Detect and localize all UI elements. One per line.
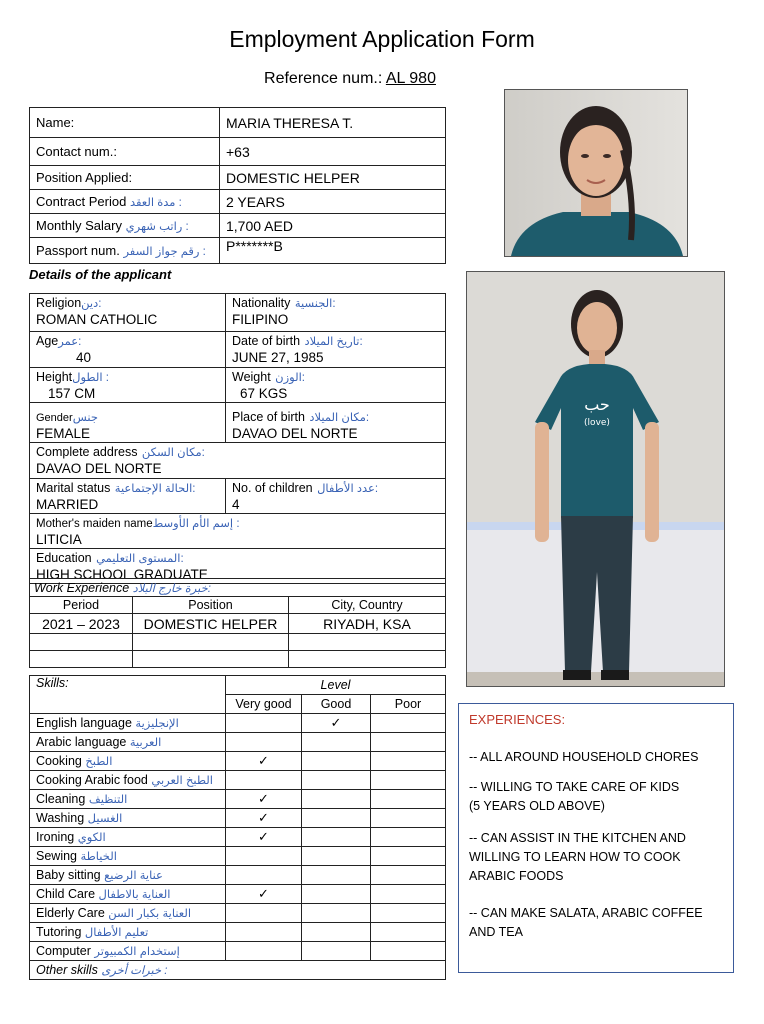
skill-level-cell [302, 733, 371, 752]
skill-name: Arabic language [36, 735, 127, 749]
skill-level-cell [302, 866, 371, 885]
address-cell [30, 443, 446, 479]
skill-name: Cleaning [36, 792, 86, 806]
contract-label: Contract Period [36, 194, 127, 209]
position-label: Position Applied: [30, 166, 220, 190]
name-label: Name: [30, 108, 220, 138]
row-religion-nationality [30, 294, 446, 332]
skill-level-cell [371, 904, 446, 923]
skill-name-cell [30, 714, 226, 733]
check-icon: ✓ [258, 886, 269, 901]
skill-level-cell [226, 714, 302, 733]
skill-row [30, 790, 446, 809]
skill-name-cell [30, 809, 226, 828]
skill-name-cell [30, 885, 226, 904]
skill-level-cell [302, 923, 371, 942]
row-name [30, 108, 446, 138]
height-value: 157 CM [48, 386, 96, 401]
skill-level-cell [371, 828, 446, 847]
skill-name-ar: العربية [129, 737, 162, 749]
skill-row [30, 923, 446, 942]
contact-label: Contact num.: [30, 138, 220, 166]
height-label: Height [36, 370, 73, 384]
skill-level-cell [226, 771, 302, 790]
skill-level-cell [302, 752, 371, 771]
salary-label-ar: راتب شهري : [125, 221, 189, 233]
work-row-0-period: 2021 – 2023 [30, 614, 133, 634]
skill-name-cell [30, 771, 226, 790]
children-cell [226, 479, 446, 514]
page-title: Employment Application Form [229, 26, 535, 52]
skill-level-cell [302, 942, 371, 961]
skill-name-cell [30, 942, 226, 961]
skill-name: Computer [36, 944, 91, 958]
nationality-label-ar: الجنسية: [294, 298, 336, 310]
pob-cell [226, 403, 446, 443]
children-label-ar: عدد الأطفال: [317, 483, 379, 495]
weight-value: 67 KGS [240, 386, 288, 401]
skill-level-cell [371, 752, 446, 771]
skill-row [30, 809, 446, 828]
skill-level-cell [226, 809, 302, 828]
skills-label: Skills: [30, 676, 226, 714]
experience-item-3: -- CAN MAKE SALATA, ARABIC COFFEE AND TEA [469, 906, 703, 939]
pob-label-ar: مكان الميلاد: [309, 412, 370, 424]
religion-cell [30, 294, 226, 332]
skill-level-cell [302, 714, 371, 733]
skill-name: Sewing [36, 849, 77, 863]
skill-row [30, 733, 446, 752]
religion-label: Religion [36, 296, 82, 310]
other-skills-row [30, 961, 446, 980]
skill-name: English language [36, 716, 132, 730]
address-label: Complete address [36, 445, 138, 459]
skill-name-cell [30, 904, 226, 923]
skill-row [30, 885, 446, 904]
salary-label-cell [30, 214, 220, 238]
experience-item-1: -- WILLING TO TAKE CARE OF KIDS (5 YEARS OLD ABOVE) [469, 780, 680, 813]
skills-body [30, 714, 446, 961]
other-skills-cell [30, 961, 446, 980]
experience-item [469, 904, 703, 942]
skill-name-ar: الإنجليزية [135, 718, 179, 730]
work-row [30, 634, 446, 651]
other-skills-label: Other skills [36, 963, 98, 977]
work-row [30, 614, 446, 634]
skill-level-cell [371, 866, 446, 885]
work-header-period: Period [30, 597, 133, 614]
skill-row [30, 752, 446, 771]
work-label-ar: خبرة خارج البلاد: [132, 582, 211, 595]
applicant-details-table [29, 293, 446, 584]
skill-name: Elderly Care [36, 906, 105, 920]
skill-name-ar: التنظيف [88, 794, 128, 806]
dob-label-ar: تاريخ الميلاد: [304, 336, 363, 348]
work-row-2-city [289, 651, 446, 668]
skill-name-ar: الكوي [77, 832, 106, 844]
skills-header-row [30, 676, 446, 695]
name-value: MARIA THERESA T. [220, 108, 446, 138]
pob-value: DAVAO DEL NORTE [232, 426, 358, 441]
skill-name-ar: الطبخ العربي [151, 775, 213, 787]
skill-level-cell [302, 847, 371, 866]
experience-item [469, 778, 679, 816]
skill-name-ar: الغسيل [87, 813, 123, 825]
skill-level-cell [371, 733, 446, 752]
pob-label: Place of birth [232, 410, 305, 424]
row-marital-children [30, 479, 446, 514]
skill-name-ar: الطبخ [85, 756, 113, 768]
work-row-2-position [133, 651, 289, 668]
work-header-position: Position [133, 597, 289, 614]
marital-value: MARRIED [36, 497, 99, 512]
skill-name-cell [30, 733, 226, 752]
skill-level-cell [226, 923, 302, 942]
age-value: 40 [76, 350, 92, 365]
skill-name-ar: عناية الرضيع [104, 870, 163, 882]
maiden-cell [30, 514, 446, 549]
skill-level-cell [371, 790, 446, 809]
address-label-ar: مكان السكن: [141, 447, 205, 459]
height-label-ar: الطول : [72, 372, 109, 384]
work-title-row [30, 579, 446, 597]
level-poor: Poor [371, 695, 446, 714]
skill-name: Washing [36, 811, 85, 825]
skill-level-cell [371, 942, 446, 961]
address-value: DAVAO DEL NORTE [36, 461, 162, 476]
gender-value: FEMALE [36, 426, 91, 441]
passport-label: Passport num. [36, 243, 120, 258]
work-row [30, 651, 446, 668]
salary-value: 1,700 AED [220, 214, 446, 238]
skill-level-cell [371, 809, 446, 828]
skill-level-cell [302, 771, 371, 790]
skill-name-cell [30, 866, 226, 885]
level-very-good: Very good [226, 695, 302, 714]
row-age-dob [30, 332, 446, 368]
contact-value: +63 [220, 138, 446, 166]
skill-row [30, 828, 446, 847]
education-value: HIGH SCHOOL GRADUATE [36, 567, 208, 582]
nationality-label: Nationality [232, 296, 291, 310]
level-good: Good [302, 695, 371, 714]
skill-level-cell [226, 904, 302, 923]
row-contact [30, 138, 446, 166]
position-value: DOMESTIC HELPER [220, 166, 446, 190]
skill-level-cell [371, 847, 446, 866]
work-title-cell [30, 579, 446, 597]
skill-name: Tutoring [36, 925, 82, 939]
skill-name-ar: تعليم الأطفال [84, 927, 149, 939]
work-label: Work Experience [34, 580, 130, 595]
weight-cell [226, 368, 446, 403]
full-body-illustration [467, 272, 724, 686]
check-icon: ✓ [258, 810, 269, 825]
row-gender-pob [30, 403, 446, 443]
headshot-photo [504, 89, 688, 257]
gender-label-ar: جنس [72, 412, 98, 424]
passport-label-ar: رقم جواز السفر : [123, 246, 206, 258]
skill-row [30, 847, 446, 866]
contract-value: 2 YEARS [220, 190, 446, 214]
education-label: Education [36, 551, 92, 565]
skill-level-cell [302, 809, 371, 828]
skill-level-cell [302, 885, 371, 904]
row-maiden [30, 514, 446, 549]
skill-name: Ironing [36, 830, 75, 844]
skill-row [30, 771, 446, 790]
skill-level-cell [302, 790, 371, 809]
skills-table [29, 675, 446, 980]
experience-item [469, 829, 686, 886]
contract-label-cell [30, 190, 220, 214]
check-icon: ✓ [258, 753, 269, 768]
work-header-row [30, 597, 446, 614]
passport-value: P*******B [220, 238, 446, 264]
row-passport [30, 238, 446, 264]
passport-label-cell [30, 238, 220, 264]
skill-level-cell [371, 714, 446, 733]
skill-name-cell [30, 790, 226, 809]
skill-level-cell [226, 866, 302, 885]
skill-name-cell [30, 923, 226, 942]
check-icon: ✓ [330, 715, 342, 730]
maiden-label-ar: إسم الأم الأوسط : [152, 518, 240, 530]
skill-row [30, 942, 446, 961]
nationality-value: FILIPINO [232, 312, 289, 327]
nationality-cell [226, 294, 446, 332]
reference-value: AL 980 [385, 70, 436, 87]
full-body-photo [466, 271, 725, 687]
other-skills-label-ar: خبرات أخرى : [101, 965, 168, 977]
row-position [30, 166, 446, 190]
marital-label: Marital status [36, 481, 111, 495]
contract-label-ar: مدة العقد : [129, 197, 182, 209]
skill-level-cell [302, 904, 371, 923]
experiences-title: EXPERIENCES: [469, 712, 566, 727]
dob-label: Date of birth [232, 334, 301, 348]
children-label: No. of children [232, 481, 313, 495]
shirt-text-ar: حب [584, 395, 610, 414]
dob-cell [226, 332, 446, 368]
skill-level-cell [371, 885, 446, 904]
skill-name-cell [30, 828, 226, 847]
skill-name: Cooking [36, 754, 82, 768]
check-icon: ✓ [258, 829, 269, 844]
skill-row [30, 904, 446, 923]
skill-name-cell [30, 752, 226, 771]
work-row-1-city [289, 634, 446, 651]
skill-level-cell [226, 828, 302, 847]
dob-value: JUNE 27, 1985 [232, 350, 324, 365]
skill-name: Baby sitting [36, 868, 101, 882]
work-row-1-period [30, 634, 133, 651]
education-label-ar: المستوى التعليمي: [96, 553, 184, 565]
children-value: 4 [232, 497, 240, 512]
weight-label: Weight [232, 370, 271, 384]
work-row-0-city: RIYADH, KSA [289, 614, 446, 634]
age-label-ar: عمر: [58, 336, 82, 348]
details-title: Details of the applicant [29, 267, 172, 282]
skill-row [30, 866, 446, 885]
reference-label: Reference num.: [264, 70, 383, 87]
skill-level-cell [226, 733, 302, 752]
religion-value: ROMAN CATHOLIC [36, 312, 158, 327]
height-cell [30, 368, 226, 403]
experience-item [469, 748, 698, 767]
work-row-0-position: DOMESTIC HELPER [133, 614, 289, 634]
salary-label: Monthly Salary [36, 218, 122, 233]
row-address [30, 443, 446, 479]
experience-item-2: -- CAN ASSIST IN THE KITCHEN AND WILLING TO LEARN HOW TO COOK ARABIC FOODS [469, 831, 686, 883]
maiden-value: LITICIA [36, 532, 82, 547]
check-icon: ✓ [258, 791, 269, 806]
experience-item-0: -- ALL AROUND HOUSEHOLD CHORES [469, 750, 699, 764]
skill-name-ar: العناية بكبار السن [108, 908, 192, 920]
skill-name-ar: العناية بالاطفال [98, 889, 171, 901]
skill-name: Child Care [36, 887, 96, 901]
row-salary [30, 214, 446, 238]
age-label: Age [36, 334, 59, 348]
work-experience-table [29, 578, 446, 668]
skill-name-ar: الخياطة [80, 851, 117, 863]
weight-label-ar: الوزن: [275, 372, 305, 384]
gender-cell [30, 403, 226, 443]
reference-line [0, 70, 700, 88]
religion-label-ar: دين: [81, 298, 102, 310]
work-row-2-period [30, 651, 133, 668]
personal-info-table [29, 107, 446, 264]
skill-row [30, 714, 446, 733]
row-contract [30, 190, 446, 214]
work-row-1-position [133, 634, 289, 651]
level-label: Level [226, 676, 446, 695]
skill-level-cell [226, 847, 302, 866]
skill-level-cell [302, 828, 371, 847]
skill-level-cell [371, 771, 446, 790]
marital-label-ar: الحالة الإجتماعية: [114, 483, 196, 495]
skill-level-cell [226, 790, 302, 809]
shirt-text-en: (love) [584, 418, 610, 428]
experiences-box [458, 703, 734, 973]
skill-level-cell [226, 752, 302, 771]
maiden-label: Mother's maiden name [36, 518, 153, 530]
work-header-city: City, Country [289, 597, 446, 614]
age-cell [30, 332, 226, 368]
skill-level-cell [226, 885, 302, 904]
skill-name-ar: إستخدام الكمبيوتر [94, 946, 180, 958]
marital-cell [30, 479, 226, 514]
skill-level-cell [371, 923, 446, 942]
gender-label: Gender [36, 412, 73, 424]
skill-level-cell [226, 942, 302, 961]
skill-name-cell [30, 847, 226, 866]
skill-name: Cooking Arabic food [36, 773, 148, 787]
headshot-illustration [505, 90, 687, 256]
row-height-weight [30, 368, 446, 403]
